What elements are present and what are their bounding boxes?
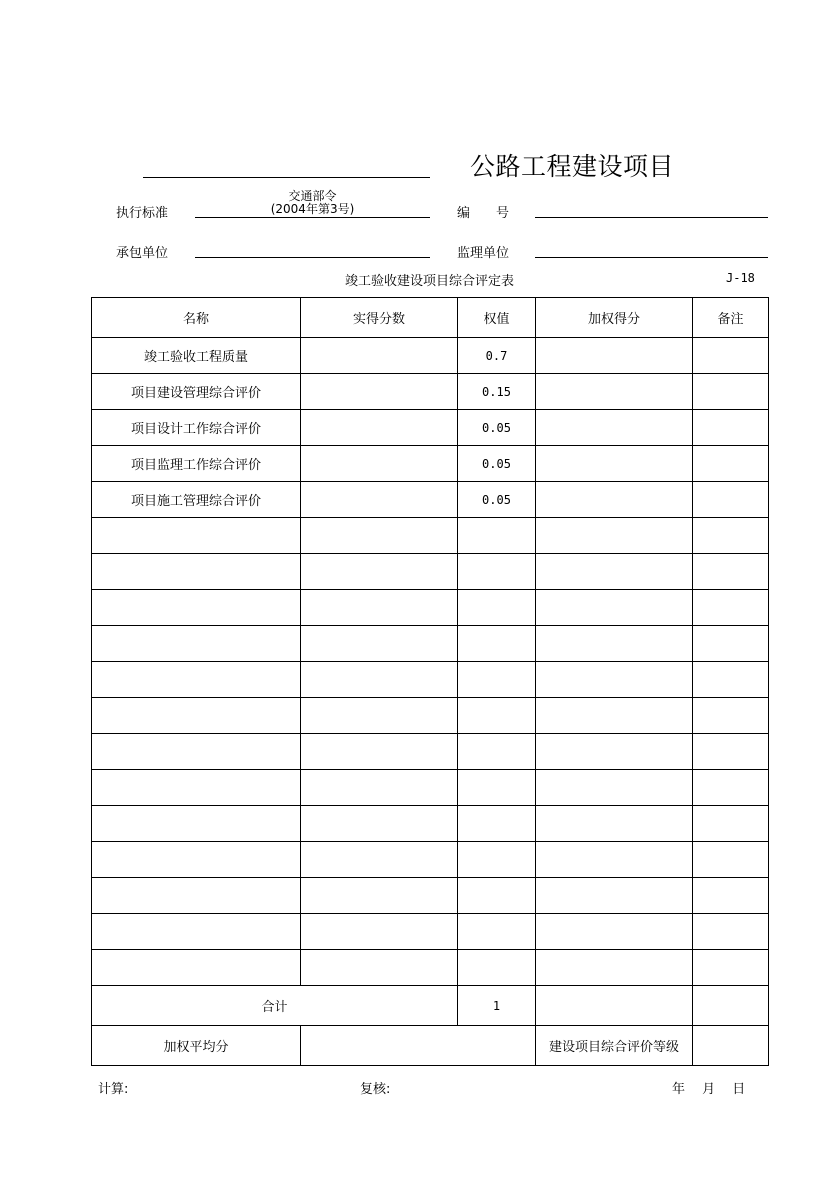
cell-note[interactable] (693, 410, 769, 446)
col-header-weighted: 加权得分 (536, 298, 693, 338)
blank-cell[interactable] (693, 914, 769, 950)
table-row-blank (92, 662, 769, 698)
blank-cell[interactable] (693, 662, 769, 698)
table-row-blank (92, 878, 769, 914)
cell-score[interactable] (301, 482, 458, 518)
blank-cell[interactable] (536, 698, 693, 734)
cell-weight: 0.15 (458, 374, 536, 410)
blank-cell[interactable] (301, 662, 458, 698)
cell-note[interactable] (693, 446, 769, 482)
blank-cell[interactable] (458, 914, 536, 950)
blank-cell[interactable] (92, 662, 301, 698)
blank-cell[interactable] (301, 806, 458, 842)
blank-cell[interactable] (92, 734, 301, 770)
blank-cell[interactable] (92, 914, 301, 950)
table-row (92, 338, 769, 374)
blank-cell[interactable] (92, 842, 301, 878)
table-row-blank (92, 770, 769, 806)
blank-cell[interactable] (458, 698, 536, 734)
blank-cell[interactable] (458, 950, 536, 986)
blank-cell[interactable] (536, 626, 693, 662)
form-code: J-18 (726, 271, 755, 285)
table-row-blank (92, 842, 769, 878)
cell-score[interactable] (301, 338, 458, 374)
contractor-label: 承包单位 (116, 246, 169, 261)
blank-cell[interactable] (92, 518, 301, 554)
blank-cell[interactable] (458, 806, 536, 842)
blank-cell[interactable] (536, 518, 693, 554)
average-row (92, 1026, 769, 1066)
number-label: 编 号 (457, 206, 510, 221)
supervisor-label: 监理单位 (457, 246, 510, 261)
table-row (92, 446, 769, 482)
blank-cell[interactable] (458, 878, 536, 914)
blank-cell[interactable] (301, 626, 458, 662)
blank-cell[interactable] (301, 734, 458, 770)
blank-cell[interactable] (301, 518, 458, 554)
blank-cell[interactable] (301, 554, 458, 590)
standard-value-line2: (2004年第3号) (270, 202, 355, 216)
table-row-blank (92, 950, 769, 986)
standard-value-line1: 交通部令 (288, 189, 337, 203)
standard-label: 执行标准 (116, 206, 169, 221)
blank-cell[interactable] (458, 554, 536, 590)
cell-name: 竣工验收工程质量 (92, 338, 301, 374)
blank-cell[interactable] (92, 554, 301, 590)
blank-cell[interactable] (693, 770, 769, 806)
total-label: 合计 (92, 986, 458, 1026)
cell-name: 项目建设管理综合评价 (92, 374, 301, 410)
review-label: 复核: (360, 1082, 391, 1097)
cell-weighted[interactable] (536, 446, 693, 482)
table-row-blank (92, 554, 769, 590)
blank-cell[interactable] (693, 950, 769, 986)
avg-label: 加权平均分 (92, 1026, 301, 1066)
blank-cell[interactable] (301, 590, 458, 626)
blank-cell[interactable] (693, 626, 769, 662)
blank-cell[interactable] (458, 662, 536, 698)
cell-name: 项目设计工作综合评价 (92, 410, 301, 446)
blank-cell[interactable] (458, 590, 536, 626)
form-title: 竣工验收建设项目综合评定表 (345, 274, 515, 289)
grade-label: 建设项目综合评价等级 (536, 1026, 693, 1066)
cell-note[interactable] (693, 374, 769, 410)
blank-cell[interactable] (458, 842, 536, 878)
blank-cell[interactable] (301, 698, 458, 734)
blank-cell[interactable] (92, 590, 301, 626)
cell-weight: 0.05 (458, 410, 536, 446)
blank-cell[interactable] (693, 698, 769, 734)
blank-cell[interactable] (92, 626, 301, 662)
blank-cell[interactable] (536, 950, 693, 986)
blank-cell[interactable] (693, 518, 769, 554)
cell-name: 项目监理工作综合评价 (92, 446, 301, 482)
total-row (92, 986, 769, 1026)
blank-cell[interactable] (301, 950, 458, 986)
table-row-blank (92, 806, 769, 842)
table-row-blank (92, 518, 769, 554)
cell-weight: 0.05 (458, 482, 536, 518)
blank-cell[interactable] (536, 662, 693, 698)
blank-cell[interactable] (536, 842, 693, 878)
total-weighted-cell[interactable] (536, 986, 693, 1026)
blank-cell[interactable] (301, 914, 458, 950)
table-header-row (92, 298, 769, 338)
table-row-blank (92, 734, 769, 770)
blank-cell[interactable] (458, 518, 536, 554)
blank-cell[interactable] (92, 698, 301, 734)
contractor-field[interactable] (195, 257, 430, 258)
cell-note[interactable] (693, 482, 769, 518)
cell-score[interactable] (301, 410, 458, 446)
col-header-score: 实得分数 (301, 298, 458, 338)
blank-cell[interactable] (92, 806, 301, 842)
blank-cell[interactable] (458, 734, 536, 770)
col-header-name: 名称 (92, 298, 301, 338)
supervisor-field[interactable] (535, 257, 768, 258)
blank-cell[interactable] (536, 806, 693, 842)
cell-score[interactable] (301, 446, 458, 482)
blank-cell[interactable] (301, 842, 458, 878)
total-note-cell[interactable] (693, 986, 769, 1026)
calc-label: 计算: (98, 1082, 129, 1097)
blank-cell[interactable] (693, 806, 769, 842)
cell-weighted[interactable] (536, 374, 693, 410)
blank-cell[interactable] (536, 734, 693, 770)
table-row-blank (92, 590, 769, 626)
title-prefix-line (143, 177, 430, 178)
table-row (92, 374, 769, 410)
avg-value-cell[interactable] (301, 1026, 536, 1066)
table-row-blank (92, 914, 769, 950)
blank-cell[interactable] (693, 734, 769, 770)
cell-weight: 0.05 (458, 446, 536, 482)
grade-value-cell[interactable] (693, 1026, 769, 1066)
blank-cell[interactable] (301, 878, 458, 914)
blank-cell[interactable] (536, 878, 693, 914)
blank-cell[interactable] (536, 590, 693, 626)
cell-score[interactable] (301, 374, 458, 410)
standard-line (195, 217, 430, 218)
blank-cell[interactable] (536, 554, 693, 590)
col-header-note: 备注 (693, 298, 769, 338)
blank-cell[interactable] (458, 770, 536, 806)
col-header-weight: 权值 (458, 298, 536, 338)
blank-cell[interactable] (458, 626, 536, 662)
blank-cell[interactable] (693, 878, 769, 914)
cell-weighted[interactable] (536, 482, 693, 518)
blank-cell[interactable] (92, 770, 301, 806)
blank-cell[interactable] (301, 770, 458, 806)
blank-cell[interactable] (536, 770, 693, 806)
total-weight: 1 (458, 986, 536, 1026)
number-field[interactable] (535, 217, 768, 218)
table-row-blank (92, 626, 769, 662)
blank-cell[interactable] (92, 950, 301, 986)
blank-cell[interactable] (536, 914, 693, 950)
table-row (92, 482, 769, 518)
evaluation-table (91, 297, 769, 1066)
cell-name: 项目施工管理综合评价 (92, 482, 301, 518)
table-row (92, 410, 769, 446)
table-row-blank (92, 698, 769, 734)
date-label: 年 月 日 (672, 1082, 746, 1097)
cell-weighted[interactable] (536, 410, 693, 446)
blank-cell[interactable] (693, 554, 769, 590)
cell-note[interactable] (693, 338, 769, 374)
blank-cell[interactable] (693, 842, 769, 878)
cell-weighted[interactable] (536, 338, 693, 374)
cell-weight: 0.7 (458, 338, 536, 374)
page-title: 公路工程建设项目 (470, 152, 675, 181)
blank-cell[interactable] (92, 878, 301, 914)
blank-cell[interactable] (693, 590, 769, 626)
